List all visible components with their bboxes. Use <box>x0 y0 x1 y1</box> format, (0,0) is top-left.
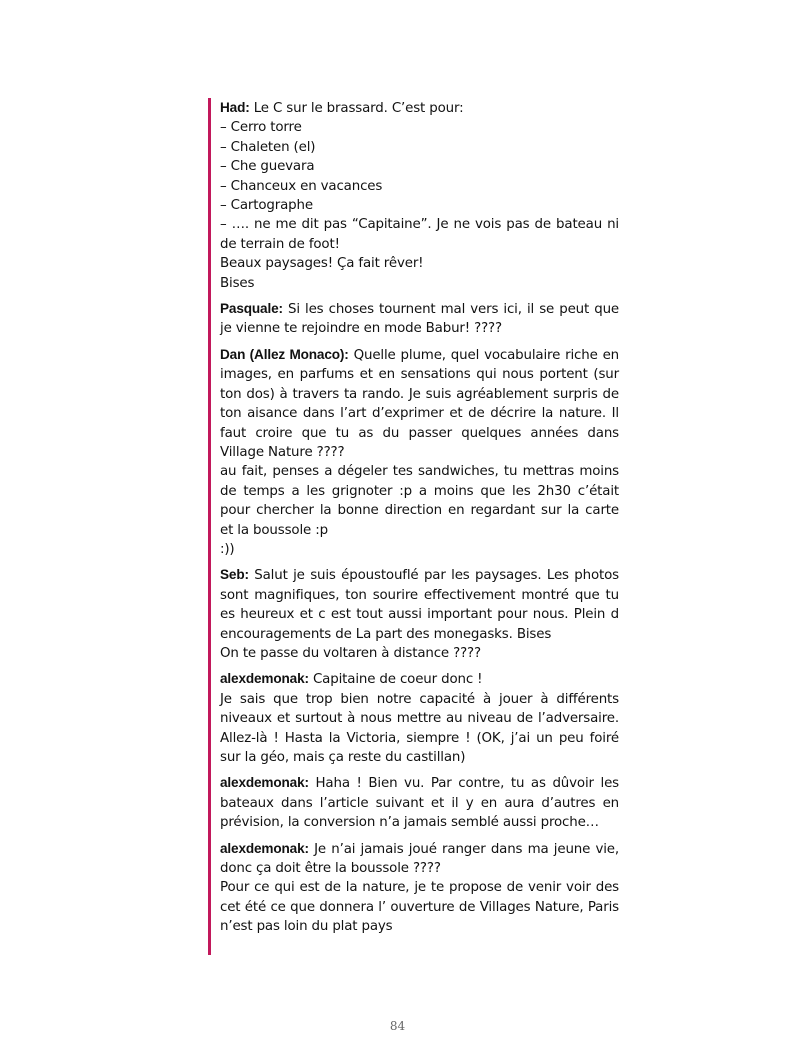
comment-line: – Che guevara <box>220 159 315 175</box>
comments-section <box>208 98 619 955</box>
comment-text: Si les choses tournent mal vers ici, il se peut que je vienne te rejoindre en mode Babur! ???? <box>220 302 619 337</box>
comment-line: Je sais que trop bien notre capacité à jouer à différents niveaux et surtout à nous mettre au niveau de l’adversaire. Allez-là ! Hasta la Victoria, siempre ! (OK, j’ai un peu foiré sur la géo, mais ça reste du castillan) <box>220 691 619 765</box>
comment <box>220 345 619 559</box>
comment-text: Capitaine de coeur donc ! <box>312 672 483 688</box>
comment-author: alexdemonak: <box>220 840 309 856</box>
comment <box>220 669 619 767</box>
comment-line: Beaux paysages! Ça fait rêver! <box>220 256 424 272</box>
comment-text: Quelle plume, quel vocabulaire riche en images, en parfums et en sensations qui nous portent (sur ton dos) à travers ta rando. Je suis agréablement surpris de ton aisance dans l’art d’exprimer et de décrire la nature. Il faut croire que tu as du passer quelques années dans Village Nature ???? <box>220 347 620 460</box>
comment-text: Le C sur le brassard. C’est pour: <box>253 101 464 116</box>
comment-text: Salut je suis époustouflé par les paysages. Les photos sont magnifiques, ton sourire effectivement montré que tu es heureux et c est tout aussi important pour nous. Plein d encouragements de La part des monegasks. Bises <box>220 568 619 642</box>
comment-author: alexdemonak: <box>220 671 309 687</box>
comment-author: Pasquale: <box>220 301 283 317</box>
comment <box>220 839 619 937</box>
comment <box>220 98 619 293</box>
comment-text: Haha ! Bien vu. Par contre, tu as dûvoir les bateaux dans l’article suivant et il y en aura d’autres en prévision, la conversion n’a jamais semblé aussi proche… <box>220 776 619 831</box>
comment-text: Je n’ai jamais joué ranger dans ma jeune vie, donc ça doit être la boussole ???? <box>220 841 620 877</box>
comment-line: – Chanceux en vacances <box>220 178 383 194</box>
comment <box>220 773 619 832</box>
comment-author: Seb: <box>220 567 249 583</box>
comment-line: Bises <box>220 275 255 291</box>
page-number: 84 <box>389 1019 406 1033</box>
comment-line: – Cerro torre <box>220 120 302 136</box>
comment-line: On te passe du voltaren à distance ???? <box>220 645 481 661</box>
comment <box>220 565 619 663</box>
comment-line: – Chaleten (el) <box>220 139 316 155</box>
comment-line: – Cartographe <box>220 198 313 214</box>
comment-line: Pour ce qui est de la nature, je te propose de venir voir des cet été ce que donnera l’ ouverture de Villages Nature, Paris n’est pas loin du plat pays <box>220 880 619 935</box>
comment-author: Had: <box>220 100 250 115</box>
comment-line: – …. ne me dit pas “Capitaine”. Je ne vois pas de bateau ni de terrain de foot! <box>220 217 619 252</box>
comment-line: au fait, penses a dégeler tes sandwiches, tu mettras moins de temps a les grignoter :p a moins que les 2h30 c’était pour chercher la bonne direction en regardant sur la carte et la boussole :p <box>220 464 619 538</box>
comment-author: alexdemonak: <box>220 775 309 791</box>
comment-author: Dan (Allez Monaco): <box>220 346 349 362</box>
comment-line: :)) <box>220 541 235 557</box>
comment <box>220 299 619 339</box>
